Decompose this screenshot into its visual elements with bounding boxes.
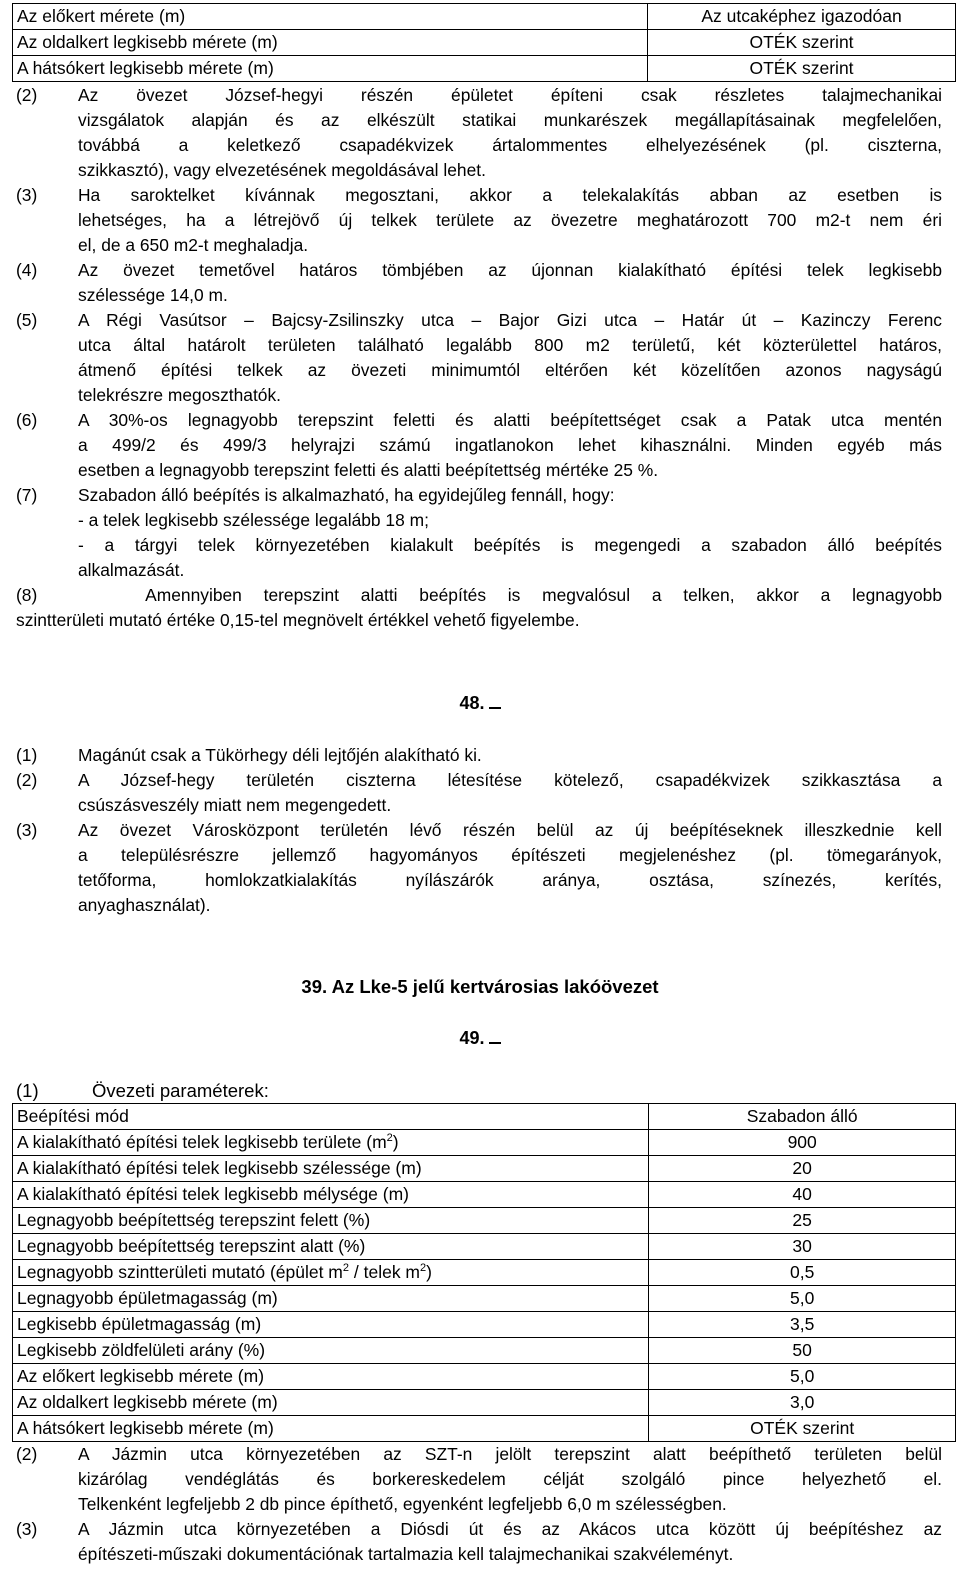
table-row xyxy=(13,1390,956,1416)
paragraph-line: A 30%-os legnagyobb terepszint feletti és alatti beépítettséget csak a Patak utca mentén xyxy=(78,410,942,430)
paragraph-number: (3) xyxy=(16,1519,38,1539)
table-cell-value: 3,0 xyxy=(649,1390,956,1416)
paragraph-line: szélessége 14,0 m. xyxy=(78,285,228,305)
table-cell-value: 5,0 xyxy=(649,1364,956,1390)
paragraph-line: A József-hegy területén ciszterna létesítése kötelező, csapadékvizek szikkasztása a xyxy=(78,770,942,790)
paragraph-number: (1) xyxy=(16,745,38,765)
paragraph-number: (3) xyxy=(16,185,38,205)
paragraph-line: vizsgálatok alapján és az elkészült statikai munkarészek megállapításainak megfelelően, xyxy=(78,110,942,130)
paragraph-49-3 xyxy=(16,1517,942,1567)
table-cell-label: A hátsókert legkisebb mérete (m) xyxy=(13,1416,649,1442)
table-row xyxy=(13,1364,956,1390)
paragraph-number: (2) xyxy=(16,770,38,790)
table-cell-label: A kialakítható építési telek legkisebb szélessége (m) xyxy=(13,1156,649,1182)
table-cell-label: Legnagyobb beépítettség terepszint alatt (%) xyxy=(13,1234,649,1260)
table-cell-label: Az oldalkert legkisebb mérete (m) xyxy=(13,1390,649,1416)
table-cell-value: 900 xyxy=(649,1130,956,1156)
table-cell-value: OTÉK szerint xyxy=(648,30,956,56)
paragraph-48-1 xyxy=(16,743,942,768)
paragraph-48-3 xyxy=(16,818,942,918)
section-number: 49. xyxy=(459,1028,485,1048)
paragraph-47-4 xyxy=(16,258,942,308)
table-row xyxy=(13,1312,956,1338)
paragraph-line: A Jázmin utca környezetében az SZT-n jelölt terepszint alatt beépíthető területen belül xyxy=(78,1444,942,1464)
table-cell-value: 40 xyxy=(649,1182,956,1208)
table-row xyxy=(13,1234,956,1260)
table-cell-label: Legnagyobb épületmagasság (m) xyxy=(13,1286,649,1312)
table-row xyxy=(13,30,956,56)
paragraph-line: Az övezet temetővel határos tömbjében az újonnan kialakítható építési telek legkisebb xyxy=(78,260,942,280)
table-cell-label: Beépítési mód xyxy=(13,1104,649,1130)
zone-heading: 39. Az Lke-5 jelű kertvárosias lakóövezet xyxy=(301,976,659,997)
table-cell-label: Az oldalkert legkisebb mérete (m) xyxy=(13,30,648,56)
paragraph-line: kizárólag vendéglátás és borkereskedelem célját szolgáló pince helyezhető el. xyxy=(78,1469,942,1489)
zone-param-table xyxy=(12,1103,956,1442)
section-number-48 xyxy=(0,691,960,716)
table-cell-label: Legnagyobb szintterületi mutató (épület $m^2$ / telek $m^2$) xyxy=(13,1260,649,1286)
paragraph-line: Az övezet Városközpont területén lévő részén belül az új beépítéseknek illeszkednie kell xyxy=(78,820,942,840)
table-cell-label: A kialakítható építési telek legkisebb területe $(m^2)$ xyxy=(13,1130,649,1156)
paragraph-number: (2) xyxy=(16,1444,38,1464)
table-row xyxy=(13,56,956,82)
params-title xyxy=(16,1078,269,1103)
table-row xyxy=(13,1104,956,1130)
paragraph-line: csúszásveszély miatt nem megengedett. xyxy=(78,795,392,815)
paragraph-number: (2) xyxy=(16,85,38,105)
table-row xyxy=(13,1338,956,1364)
table-cell-value: OTÉK szerint xyxy=(648,56,956,82)
table-cell-label: Legkisebb zöldfelületi arány (%) xyxy=(13,1338,649,1364)
paragraph-48-2 xyxy=(16,768,942,818)
table-cell-label: Az előkert legkisebb mérete (m) xyxy=(13,1364,649,1390)
paragraph-47-6 xyxy=(16,408,942,483)
paragraph-line: - a tárgyi telek környezetében kialakult beépítés is megengedi a szabadon álló beépítés xyxy=(78,535,942,555)
paragraph-number: (7) xyxy=(16,485,38,505)
paragraph-line: a településrészre jellemző hagyományos építészeti megjelenéshez (pl. tömegarányok, xyxy=(78,845,942,865)
table-cell-label: A kialakítható építési telek legkisebb mélysége (m) xyxy=(13,1182,649,1208)
section-number-49 xyxy=(0,1026,960,1051)
paragraph-line: A Jázmin utca környezetében a Diósdi út és az Akácos utca között új beépítéshez az xyxy=(78,1519,942,1539)
paragraph-line: el, de a 650 m2-t meghaladja. xyxy=(78,235,309,255)
table-row xyxy=(13,1156,956,1182)
paragraph-line: építészeti-műszaki dokumentációnak tartalmazia kell talajmechanikai szakvéleményt. xyxy=(78,1544,734,1564)
paragraph-line: Ha saroktelket kívánnak megosztani, akkor a telekalakítás abban az esetben is xyxy=(78,185,942,205)
table-cell-label: Legkisebb épületmagasság (m) xyxy=(13,1312,649,1338)
table-cell-label: A hátsókert legkisebb mérete (m) xyxy=(13,56,648,82)
table-row xyxy=(13,1182,956,1208)
paragraph-number: (3) xyxy=(16,820,38,840)
paragraph-line: szikkasztó), vagy elvezetésének megoldásával lehet. xyxy=(78,160,486,180)
paragraph-line: Az övezet József-hegyi részén épületet építeni csak részletes talajmechanikai xyxy=(78,85,942,105)
paragraph-47-3 xyxy=(16,183,942,258)
section-number: 48. xyxy=(459,693,485,713)
table-row xyxy=(13,1416,956,1442)
paragraph-sign-icon xyxy=(489,1028,501,1044)
paragraph-number: (5) xyxy=(16,310,38,330)
paragraph-line: utca által határolt területen található legalább 800 m2 területű, két közterülettel határos, xyxy=(78,335,942,355)
paragraph-line: anyaghasználat). xyxy=(78,895,211,915)
paragraph-line: esetben a legnagyobb terepszint feletti és alatti beépítettség mértéke 25 %. xyxy=(78,460,659,480)
paragraph-47-7 xyxy=(16,483,942,583)
paragraph-47-2 xyxy=(16,83,942,183)
paragraph-line: (8) Amennyiben terepszint alatti beépítés is megvalósul a telken, akkor a legnagyobb xyxy=(16,585,942,605)
table-row xyxy=(13,1260,956,1286)
table-cell-label: Az előkert mérete (m) xyxy=(13,4,648,30)
paragraph-line: telekrészre megoszthatók. xyxy=(78,385,281,405)
paragraph-line: a 499/2 és 499/3 helyrajzi számú ingatlanokon lehet kihasználni. Minden egyéb más xyxy=(78,435,942,455)
paragraph-number: (1) xyxy=(16,1080,39,1101)
paragraph-line: A Régi Vasútsor – Bajcsy-Zsilinszky utca – Bajor Gizi utca – Határ út – Kazinczy Ferenc xyxy=(78,310,942,330)
table-row xyxy=(13,4,956,30)
table-cell-value: 3,5 xyxy=(649,1312,956,1338)
paragraph-47-5 xyxy=(16,308,942,408)
paragraph-line: Szabadon álló beépítés is alkalmazható, ha egyidejűleg fennáll, hogy: xyxy=(78,485,615,505)
table-row xyxy=(13,1130,956,1156)
params-title-text: Övezeti paraméterek: xyxy=(92,1080,269,1101)
top-param-table xyxy=(12,3,956,82)
paragraph-line: Magánút csak a Tükörhegy déli lejtőjén alakítható ki. xyxy=(78,745,482,765)
paragraph-47-8 xyxy=(16,583,942,633)
paragraph-line: tetőforma, homlokzatkialakítás nyílászárók aránya, osztása, színezés, kerítés, xyxy=(78,870,942,890)
paragraph-line: alkalmazását. xyxy=(78,560,185,580)
paragraph-number: (4) xyxy=(16,260,38,280)
table-cell-value: Szabadon álló xyxy=(649,1104,956,1130)
paragraph-line: szintterületi mutató értéke 0,15-tel megnövelt értékkel vehető figyelembe. xyxy=(16,610,580,630)
paragraph-line: - a telek legkisebb szélessége legalább 18 m; xyxy=(78,510,429,530)
paragraph-49-2 xyxy=(16,1442,942,1517)
table-cell-value: 0,5 xyxy=(649,1260,956,1286)
paragraph-sign-icon xyxy=(489,693,501,709)
paragraph-line: lehetséges, ha a létrejövő új telkek területe az övezetre meghatározott 700 m2-t nem éri xyxy=(78,210,942,230)
table-cell-value: Az utcaképhez igazodóan xyxy=(648,4,956,30)
table-cell-value: 30 xyxy=(649,1234,956,1260)
table-cell-label: Legnagyobb beépítettség terepszint felett (%) xyxy=(13,1208,649,1234)
table-cell-value: 50 xyxy=(649,1338,956,1364)
table-row xyxy=(13,1208,956,1234)
table-cell-value: 25 xyxy=(649,1208,956,1234)
paragraph-line: átmenő építési telkek az övezeti minimumtól eltérően két közelítően azonos nagyságú xyxy=(78,360,942,380)
table-row xyxy=(13,1286,956,1312)
table-cell-value: 20 xyxy=(649,1156,956,1182)
table-cell-value: OTÉK szerint xyxy=(649,1416,956,1442)
paragraph-number: (6) xyxy=(16,410,38,430)
paragraph-line: továbbá a keletkező csapadékvizek ártalommentes elhelyezésének (pl. ciszterna, xyxy=(78,135,942,155)
paragraph-line: Telkenként legfeljebb 2 db pince építhető, egyenként legfeljebb 6,0 m szélességben. xyxy=(78,1494,727,1514)
table-cell-value: 5,0 xyxy=(649,1286,956,1312)
